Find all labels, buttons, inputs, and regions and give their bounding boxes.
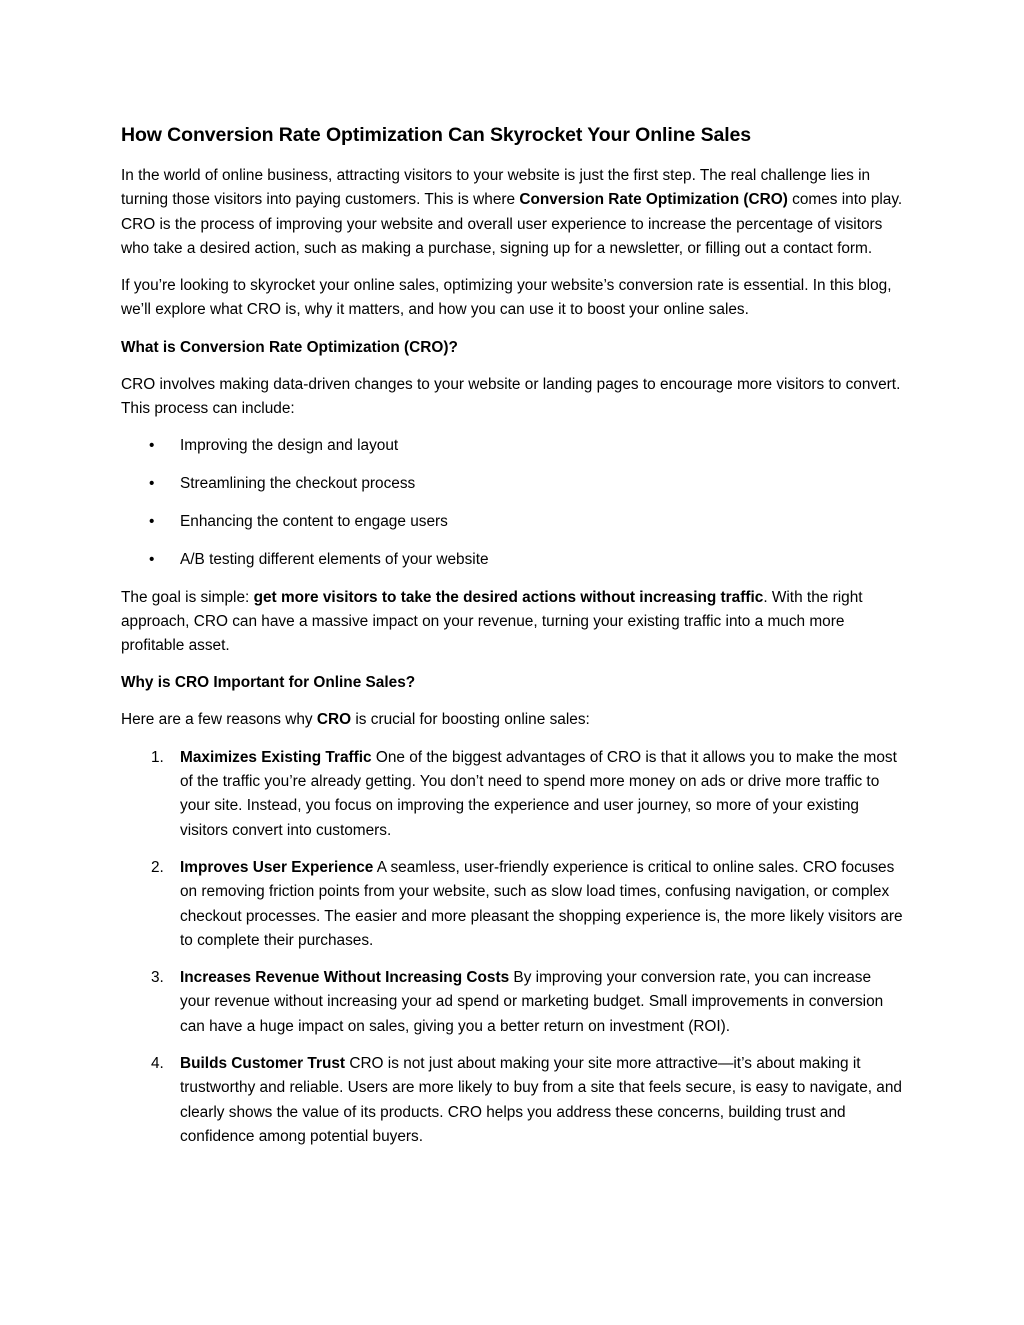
goal-text-end: . With the right approach, CRO can have a massive impact on your revenue, turning your existing traffic into a much more profitable asset.: [121, 588, 863, 655]
reason-item: [121, 966, 905, 1039]
bullet-icon: •: [149, 512, 155, 530]
intro-text-start: In the world of online business, attracting visitors to your website is just the first step. The real challenge lies in turning those visitors into paying customers. This is where: [121, 167, 871, 209]
goal-paragraph: [121, 586, 905, 659]
section1-paragraph: CRO involves making data-driven changes to your website or landing pages to encourage more visitors to convert. This process can include:: [121, 375, 901, 418]
section2-intro: [121, 708, 905, 732]
reason-text: One of the biggest advantages of CRO is that it allows you to make the most of the traffic you’re already getting. You don’t need to spend more money on ads or drive more traffic to your site. Instead, you focus on improving the experience and user journey, so more of your existing visitors convert into customers.: [180, 748, 897, 839]
reason-number: 4.: [151, 1055, 164, 1073]
list-item: [121, 434, 905, 458]
goal-text-start: The goal is simple:: [121, 588, 254, 606]
reason-text: A seamless, user-friendly experience is critical to online sales. CRO focuses on removing friction points from your website, such as slow load times, confusing navigation, or complex checkout processes. The easier and more pleasant the shopping experience is, the more likely visitors are to complete their purchases.: [180, 858, 903, 949]
cro-emphasis: CRO: [316, 711, 352, 729]
reason-text: CRO is not just about making your site more attractive—it’s about making it trustworthy and reliable. Users are more likely to buy from a site that feels secure, is easy to navigate, and clearly shows the value of its products. CRO helps you address these concerns, building trust and confidence among potential buyers.: [180, 1055, 902, 1145]
intro-paragraph-2: If you’re looking to skyrocket your online sales, optimizing your website’s conversion rate is essential. In this blog, we’ll explore what CRO is, why it matters, and how you can use it to boost your online sales.: [121, 277, 892, 319]
reason-text: By improving your conversion rate, you can increase your revenue without increasing your ad spend or marketing budget. Small improvements in conversion can have a huge impact on sales, giving you a better return on investment (ROI).: [180, 969, 884, 1035]
section-heading-what-is-cro: What is Conversion Rate Optimization (CRO)?: [121, 338, 458, 356]
reason-number: 1.: [151, 748, 164, 766]
reason-title: Builds Customer Trust: [180, 1055, 346, 1073]
bullet-icon: •: [149, 437, 155, 455]
reason-number: 2.: [151, 858, 164, 876]
list-item: [121, 548, 905, 572]
section-heading-why-cro: Why is CRO Important for Online Sales?: [121, 674, 416, 692]
document-page: [121, 122, 905, 1162]
reason-item: [121, 1052, 905, 1149]
cro-term: Conversion Rate Optimization (CRO): [519, 191, 788, 209]
list-item-text: A/B testing different elements of your website: [180, 550, 489, 568]
section2-intro-end: is crucial for boosting online sales:: [351, 711, 590, 729]
reason-item: [121, 856, 905, 953]
goal-emphasis: get more visitors to take the desired actions without increasing traffic: [253, 588, 764, 606]
bullet-icon: •: [149, 550, 155, 568]
list-item-text: Improving the design and layout: [180, 437, 399, 455]
list-item-text: Streamlining the checkout process: [180, 475, 416, 493]
reason-number: 3.: [151, 969, 164, 987]
reason-item: [121, 746, 905, 843]
reasons-list: [121, 746, 905, 1149]
cro-process-list: [121, 434, 905, 572]
bullet-icon: •: [149, 475, 155, 493]
section2-intro-start: Here are a few reasons why: [121, 711, 317, 729]
list-item: [121, 472, 905, 496]
reason-title: Maximizes Existing Traffic: [180, 748, 372, 766]
intro-paragraph-1: [121, 164, 905, 261]
reason-title: Improves User Experience: [180, 858, 374, 876]
reason-title: Increases Revenue Without Increasing Costs: [180, 969, 510, 987]
list-item-text: Enhancing the content to engage users: [180, 512, 448, 530]
list-item: [121, 510, 905, 534]
document-title: How Conversion Rate Optimization Can Skyrocket Your Online Sales: [121, 124, 752, 146]
intro-text-end: comes into play. CRO is the process of improving your website and overall user experience to increase the percentage of visitors who take a desired action, such as making a purchase, signing up for a newsletter, or filling out a contact form.: [121, 191, 903, 257]
